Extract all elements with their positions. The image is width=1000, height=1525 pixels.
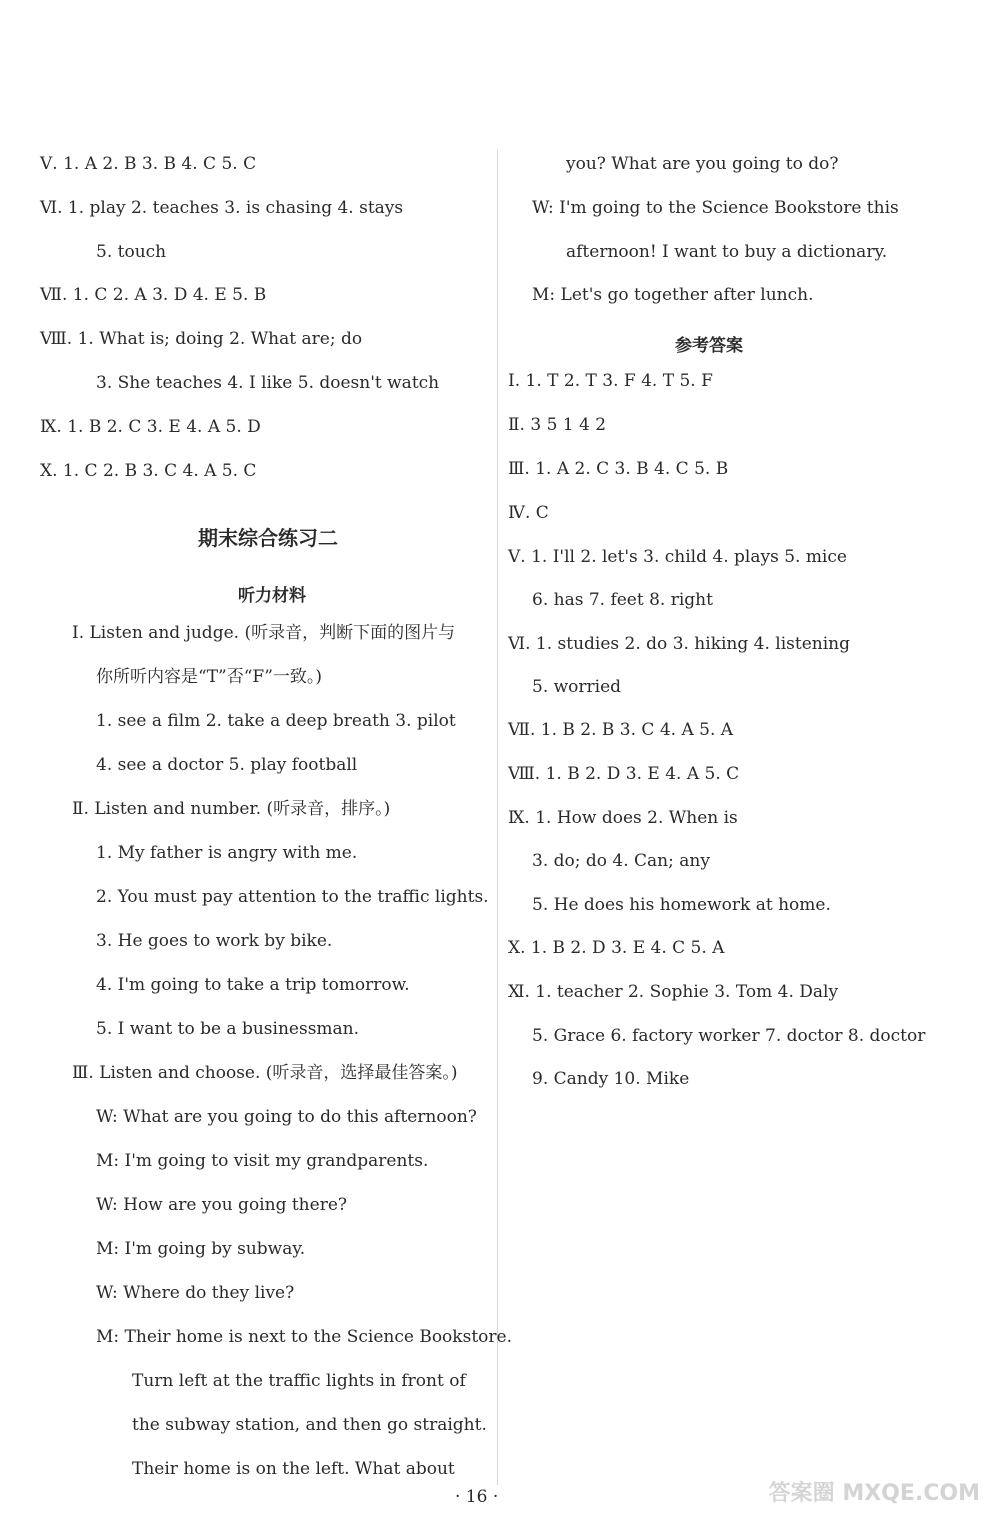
reference-answers-heading: 参考答案	[675, 336, 743, 356]
left-line: 你所听内容是“T”否“F”一致。)	[96, 667, 323, 687]
right-line: Ⅵ. 1. studies 2. do 3. hiking 4. listening	[508, 634, 851, 654]
left-line: Ⅲ. Listen and choose. (听录音，选择最佳答案。)	[72, 1063, 458, 1083]
right-line: Ⅸ. 1. How does 2. When is	[508, 808, 738, 828]
right-line: 6. has 7. feet 8. right	[532, 590, 713, 610]
left-line: M: I'm going to visit my grandparents.	[96, 1151, 429, 1171]
left-line: Ⅶ. 1. C 2. A 3. D 4. E 5. B	[40, 285, 267, 305]
left-line: Their home is on the left. What about	[132, 1459, 455, 1479]
watermark: 答案圈 MXQE.COM	[768, 1481, 980, 1506]
left-line: Turn left at the traffic lights in front of	[132, 1371, 466, 1391]
listening-material-heading: 听力材料	[238, 586, 306, 606]
left-line: Ⅹ. 1. C 2. B 3. C 4. A 5. C	[40, 461, 257, 481]
right-line: Ⅹ. 1. B 2. D 3. E 4. C 5. A	[508, 938, 725, 958]
right-line: Ⅺ. 1. teacher 2. Sophie 3. Tom 4. Daly	[508, 982, 839, 1002]
right-line: M: Let's go together after lunch.	[532, 285, 814, 305]
page-number: · 16 ·	[455, 1487, 499, 1507]
left-line: 4. I'm going to take a trip tomorrow.	[96, 975, 410, 995]
left-line: 3. She teaches 4. I like 5. doesn't watch	[96, 373, 440, 393]
section-title: 期末综合练习二	[198, 526, 338, 550]
right-line: 5. Grace 6. factory worker 7. doctor 8. doctor	[532, 1026, 926, 1046]
left-line: 3. He goes to work by bike.	[96, 931, 333, 951]
right-line: Ⅶ. 1. B 2. B 3. C 4. A 5. A	[508, 720, 734, 740]
left-line: 5. I want to be a businessman.	[96, 1019, 360, 1039]
right-line: afternoon! I want to buy a dictionary.	[566, 242, 888, 262]
left-line: Ⅴ. 1. A 2. B 3. B 4. C 5. C	[40, 154, 257, 174]
left-line: Ⅱ. Listen and number. (听录音，排序。)	[72, 799, 391, 819]
left-line: Ⅸ. 1. B 2. C 3. E 4. A 5. D	[40, 417, 261, 437]
left-line: Ⅷ. 1. What is; doing 2. What are; do	[40, 329, 363, 349]
left-line: M: I'm going by subway.	[96, 1239, 306, 1259]
left-line: 1. My father is angry with me.	[96, 843, 358, 863]
right-line: Ⅰ. 1. T 2. T 3. F 4. T 5. F	[508, 371, 713, 391]
left-line: W: What are you going to do this afternoon?	[96, 1107, 477, 1127]
right-line: 5. He does his homework at home.	[532, 895, 831, 915]
right-line: W: I'm going to the Science Bookstore this	[532, 198, 899, 218]
right-line: 3. do; do 4. Can; any	[532, 851, 710, 871]
left-line: the subway station, and then go straight.	[132, 1415, 487, 1435]
right-line: Ⅲ. 1. A 2. C 3. B 4. C 5. B	[508, 459, 729, 479]
right-line: Ⅴ. 1. I'll 2. let's 3. child 4. plays 5. mice	[508, 547, 847, 567]
left-line: 1. see a film 2. take a deep breath 3. pilot	[96, 711, 456, 731]
right-line: you? What are you going to do?	[566, 154, 839, 174]
right-line: 5. worried	[532, 677, 622, 697]
right-line: Ⅳ. C	[508, 503, 549, 523]
left-line: W: How are you going there?	[96, 1195, 347, 1215]
left-line: W: Where do they live?	[96, 1283, 295, 1303]
right-line: 9. Candy 10. Mike	[532, 1069, 690, 1089]
left-line: Ⅵ. 1. play 2. teaches 3. is chasing 4. stays	[40, 198, 404, 218]
column-divider	[497, 150, 498, 1485]
left-line: 2. You must pay attention to the traffic lights.	[96, 887, 489, 907]
left-line: 5. touch	[96, 242, 167, 262]
left-line: M: Their home is next to the Science Bookstore.	[96, 1327, 512, 1347]
left-line: Ⅰ. Listen and judge. (听录音，判断下面的图片与	[72, 623, 456, 643]
right-line: Ⅷ. 1. B 2. D 3. E 4. A 5. C	[508, 764, 740, 784]
right-line: Ⅱ. 3 5 1 4 2	[508, 415, 607, 435]
left-line: 4. see a doctor 5. play football	[96, 755, 358, 775]
